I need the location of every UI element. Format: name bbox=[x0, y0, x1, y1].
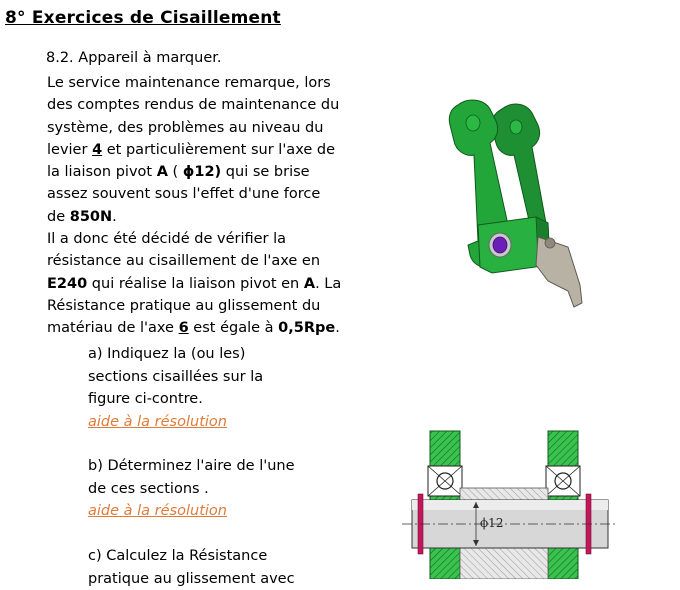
pivot-label: A bbox=[304, 276, 315, 292]
decision-line: résistance au cisaillement de l'axe en bbox=[47, 250, 341, 272]
intro-line: système, des problèmes au niveau du bbox=[47, 117, 339, 139]
question-line: pratique au glissement avec bbox=[88, 568, 295, 590]
intro-line: Le service maintenance remarque, lors bbox=[47, 72, 339, 94]
pivot-label: A bbox=[157, 164, 168, 180]
left-bearing bbox=[428, 466, 462, 496]
intro-line: la liaison pivot A ( ϕ12) qui se brise bbox=[47, 161, 339, 183]
intro-line: de 850N. bbox=[47, 206, 339, 228]
page-title: 8° Exercices de Cisaillement bbox=[5, 8, 281, 28]
diameter-label: ϕ12 bbox=[480, 516, 503, 530]
part-number-6: 6 bbox=[179, 320, 189, 336]
question-a bbox=[88, 343, 263, 433]
decision-paragraph bbox=[47, 228, 341, 339]
question-c bbox=[88, 545, 295, 590]
help-link-b[interactable]: aide à la résolution bbox=[88, 503, 227, 519]
question-line: c) Calculez la Résistance bbox=[88, 545, 295, 568]
material-value: E240 bbox=[47, 276, 87, 292]
decision-line: Il a donc été décidé de vérifier la bbox=[47, 228, 341, 250]
diameter-value: ϕ12) bbox=[183, 164, 221, 180]
question-b bbox=[88, 455, 295, 523]
question-line: sections cisaillées sur la bbox=[88, 366, 263, 389]
decision-line: matériau de l'axe 6 est égale à 0,5Rpe. bbox=[47, 317, 341, 339]
help-link-a[interactable]: aide à la résolution bbox=[88, 414, 227, 430]
axle-end bbox=[489, 233, 511, 257]
question-line: figure ci-contre. bbox=[88, 388, 263, 411]
section-drawing bbox=[400, 428, 620, 579]
bracket-plate bbox=[536, 237, 582, 307]
intro-line: levier 4 et particulièrement sur l'axe de bbox=[47, 139, 339, 161]
question-line: a) Indiquez la (ou les) bbox=[88, 343, 263, 366]
part-number-4: 4 bbox=[92, 142, 102, 158]
decision-line: Résistance pratique au glissement du bbox=[47, 295, 341, 317]
resistance-value: 0,5Rpe bbox=[278, 320, 335, 336]
intro-line: assez souvent sous l'effet d'une force bbox=[47, 183, 339, 205]
intro-paragraph bbox=[47, 72, 339, 228]
question-line: b) Déterminez l'aire de l'une bbox=[88, 455, 295, 478]
lever-3d-figure bbox=[440, 95, 590, 315]
right-bearing bbox=[546, 466, 580, 496]
force-value: 850N bbox=[70, 209, 112, 225]
section-subtitle: 8.2. Appareil à marquer. bbox=[46, 50, 222, 66]
intro-line: des comptes rendus de maintenance du bbox=[47, 94, 339, 116]
decision-line: E240 qui réalise la liaison pivot en A. La bbox=[47, 273, 341, 295]
question-line: de ces sections . bbox=[88, 478, 295, 501]
